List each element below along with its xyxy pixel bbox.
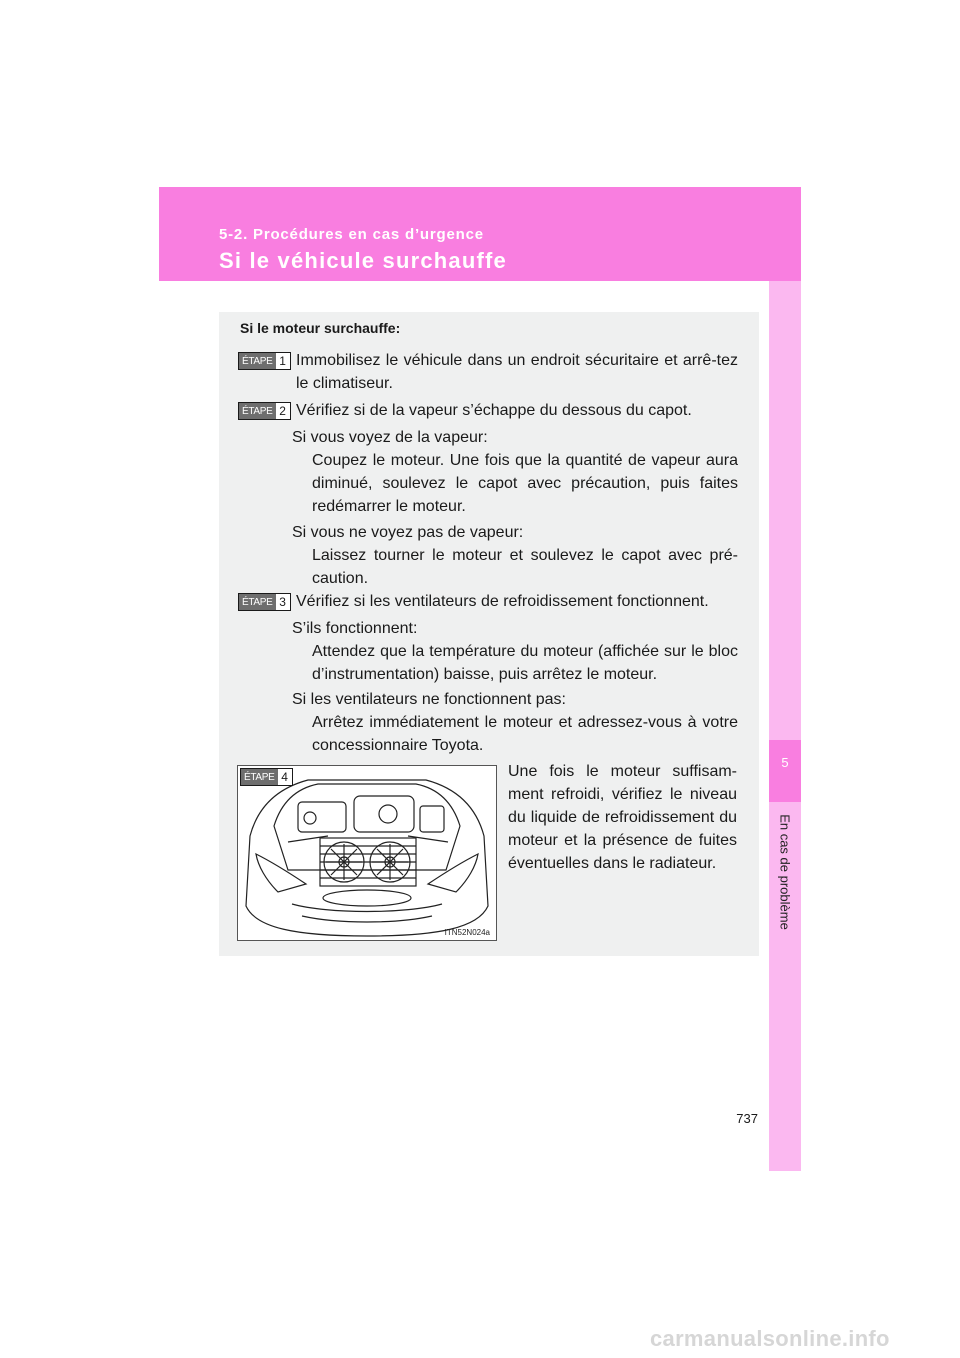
page-number: 737 [736, 1111, 758, 1126]
step-2-case-2-action: Laissez tourner le moteur et soulevez le capot avec pré-caution. [312, 547, 738, 587]
intro-heading: Si le moteur surchauffe: [240, 320, 401, 336]
step-number: 4 [281, 770, 288, 784]
step-word: ÉTAPE [239, 403, 276, 419]
chapter-title: En cas de problème [777, 814, 793, 930]
step-2-case-2-condition: Si vous ne voyez pas de vapeur: [292, 524, 524, 541]
side-tab [769, 281, 801, 1171]
step-word: ÉTAPE [239, 353, 276, 369]
step-3-case-2-action: Arrêtez immédiatement le moteur et adressez-vous à votre concessionnaire Toyota. [312, 714, 738, 754]
step-4-badge [240, 768, 293, 786]
image-code: ITN52N024a [444, 928, 490, 937]
step-number: 1 [279, 354, 286, 368]
step-word: ÉTAPE [241, 769, 278, 785]
section-label: 5-2. Procédures en cas d’urgence [219, 226, 484, 243]
watermark: carmanualsonline.info [650, 1326, 890, 1351]
step-1-badge [238, 352, 291, 370]
step-number: 2 [279, 404, 286, 418]
step-3-case-1-action: Attendez que la température du moteur (affichée sur le bloc d’instrumentation) baisse, puis arrêtez le moteur. [312, 643, 738, 683]
step-1-text: Immobilisez le véhicule dans un endroit sécuritaire et arrê-tez le climatiseur. [296, 352, 738, 392]
step-2-text: Vérifiez si de la vapeur s’échappe du dessous du capot. [296, 402, 692, 419]
step-word: ÉTAPE [239, 594, 276, 610]
step-4-text: Une fois le moteur suffisam-ment refroidi, vérifiez le niveau du liquide de refroidissement du moteur et la présence de fuites éventuelles dans le radiateur. [508, 763, 737, 872]
step-3-case-2-condition: Si les ventilateurs ne fonctionnent pas: [292, 691, 566, 708]
step-3-badge [238, 593, 291, 611]
step-2-badge [238, 402, 291, 420]
step-number: 3 [279, 595, 286, 609]
step-3-text: Vérifiez si les ventilateurs de refroidissement fonctionnent. [296, 593, 709, 610]
step-2-case-1-action: Coupez le moteur. Une fois que la quantité de vapeur aura diminué, soulevez le capot avec précaution, puis faites redémarrer le moteur. [312, 452, 738, 515]
step-3-case-1-condition: S’ils fonctionnent: [292, 620, 418, 637]
chapter-number-box [769, 740, 801, 802]
page-title: Si le véhicule surchauffe [219, 248, 507, 273]
car-engine-drawing [238, 766, 496, 940]
step-2-case-1-condition: Si vous voyez de la vapeur: [292, 429, 488, 446]
chapter-number: 5 [781, 755, 789, 770]
engine-illustration [237, 765, 497, 941]
